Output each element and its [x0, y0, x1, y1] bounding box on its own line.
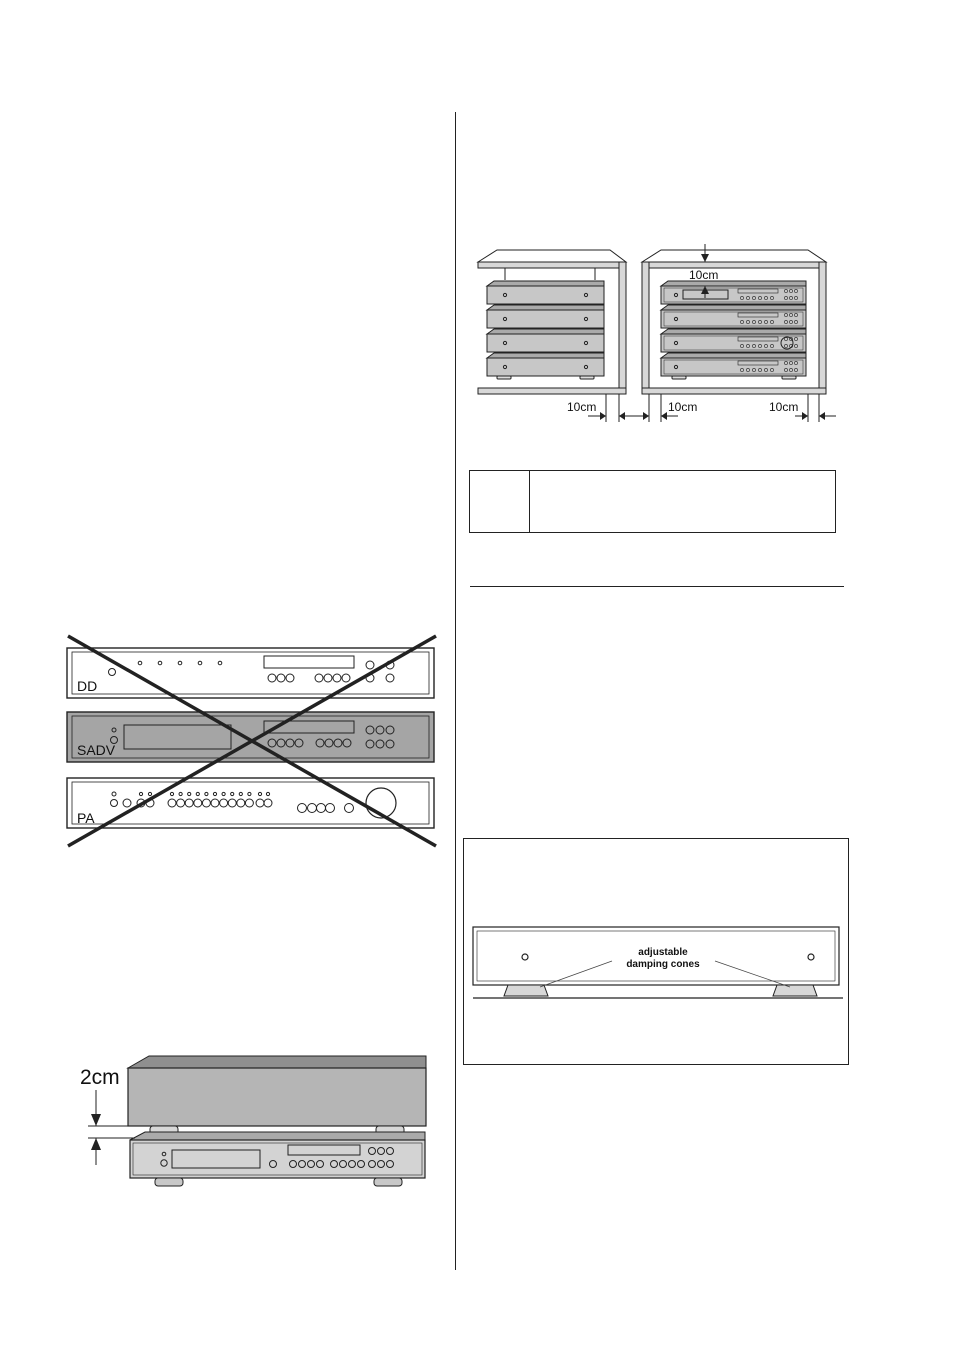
clearance-bottom-label-3: 10cm: [769, 400, 799, 414]
cones-label-line1: adjustable: [638, 947, 688, 958]
device-label-sadv: SADV: [77, 742, 116, 758]
device-label-pa: PA: [77, 810, 95, 826]
clearance-top-label: 10cm: [689, 268, 719, 282]
device-label-dd: DD: [77, 678, 98, 694]
clearance-bottom-label-2: 10cm: [668, 400, 698, 414]
clearance-bottom-label-1: 10cm: [567, 400, 597, 414]
spacing-label: 2cm: [80, 1066, 120, 1089]
cones-label-line2: damping cones: [626, 959, 700, 970]
